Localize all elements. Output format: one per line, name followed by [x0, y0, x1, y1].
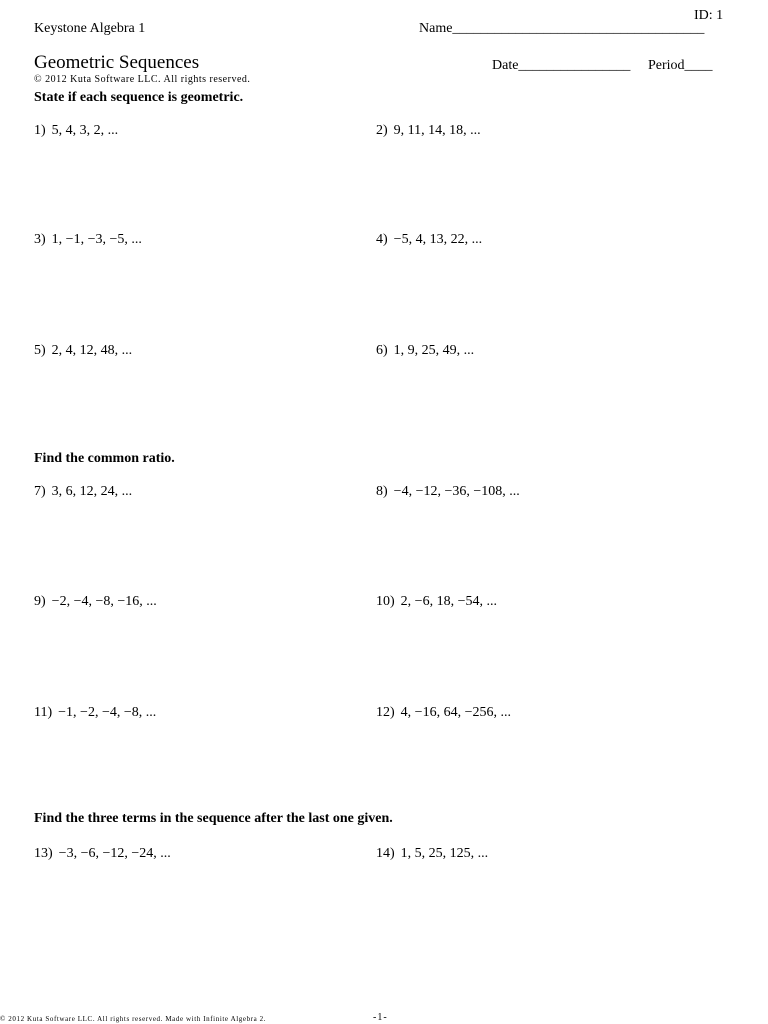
worksheet-id: ID: 1 [694, 8, 724, 23]
problem-sequence: −3, −6, −12, −24, ... [58, 846, 171, 861]
problem-sequence: 3, 6, 12, 24, ... [51, 484, 133, 499]
problem-sequence: 2, 4, 12, 48, ... [51, 343, 133, 358]
problem-item [34, 232, 142, 248]
problem-number: 11) [34, 705, 53, 720]
section-instruction: Find the common ratio. [34, 451, 175, 466]
problem-item [376, 846, 488, 862]
problem-sequence: −1, −2, −4, −8, ... [58, 705, 157, 720]
problem-sequence: −5, 4, 13, 22, ... [393, 232, 483, 247]
problem-number: 4) [376, 232, 388, 247]
problem-number: 9) [34, 594, 46, 609]
problem-sequence: 4, −16, 64, −256, ... [400, 705, 511, 720]
section-instruction: Find the three terms in the sequence after the last one given. [34, 811, 393, 826]
period-field: Period____ [648, 58, 713, 73]
problem-sequence: −4, −12, −36, −108, ... [393, 484, 520, 499]
problem-sequence: 1, 5, 25, 125, ... [400, 846, 489, 861]
problem-number: 5) [34, 343, 46, 358]
problem-item [376, 123, 481, 139]
problem-number: 1) [34, 123, 46, 138]
section-instruction: State if each sequence is geometric. [34, 90, 244, 105]
problem-item [376, 484, 520, 500]
problem-sequence: 5, 4, 3, 2, ... [51, 123, 119, 138]
problem-number: 8) [376, 484, 388, 499]
problem-item [34, 705, 156, 721]
name-field: Name____________________________________ [419, 21, 705, 36]
problem-number: 3) [34, 232, 46, 247]
problem-item [376, 232, 482, 248]
problem-sequence: 2, −6, 18, −54, ... [400, 594, 497, 609]
problem-number: 6) [376, 343, 388, 358]
problem-number: 12) [376, 705, 395, 720]
header-copyright: © 2012 Kuta Software LLC. All rights reserved. [34, 74, 251, 85]
problem-item [34, 484, 132, 500]
problem-item [34, 846, 171, 862]
problem-item [34, 343, 132, 359]
problem-number: 13) [34, 846, 53, 861]
problem-sequence: −2, −4, −8, −16, ... [51, 594, 157, 609]
date-field: Date________________ [492, 58, 631, 73]
problem-number: 7) [34, 484, 46, 499]
problem-sequence: 1, −1, −3, −5, ... [51, 232, 142, 247]
problem-number: 14) [376, 846, 395, 861]
problem-sequence: 1, 9, 25, 49, ... [393, 343, 475, 358]
problem-item [376, 705, 511, 721]
page-number: -1- [373, 1012, 388, 1023]
problem-number: 2) [376, 123, 388, 138]
worksheet-title: Geometric Sequences [34, 52, 200, 73]
footer-copyright: © 2012 Kuta Software LLC. All rights reserved. Made with Infinite Algebra 2. [0, 1015, 267, 1023]
problem-item [34, 123, 118, 139]
problem-number: 10) [376, 594, 395, 609]
problem-item [376, 343, 474, 359]
problem-item [376, 594, 497, 610]
problem-item [34, 594, 157, 610]
problem-sequence: 9, 11, 14, 18, ... [393, 123, 481, 138]
course-name: Keystone Algebra 1 [34, 21, 146, 36]
